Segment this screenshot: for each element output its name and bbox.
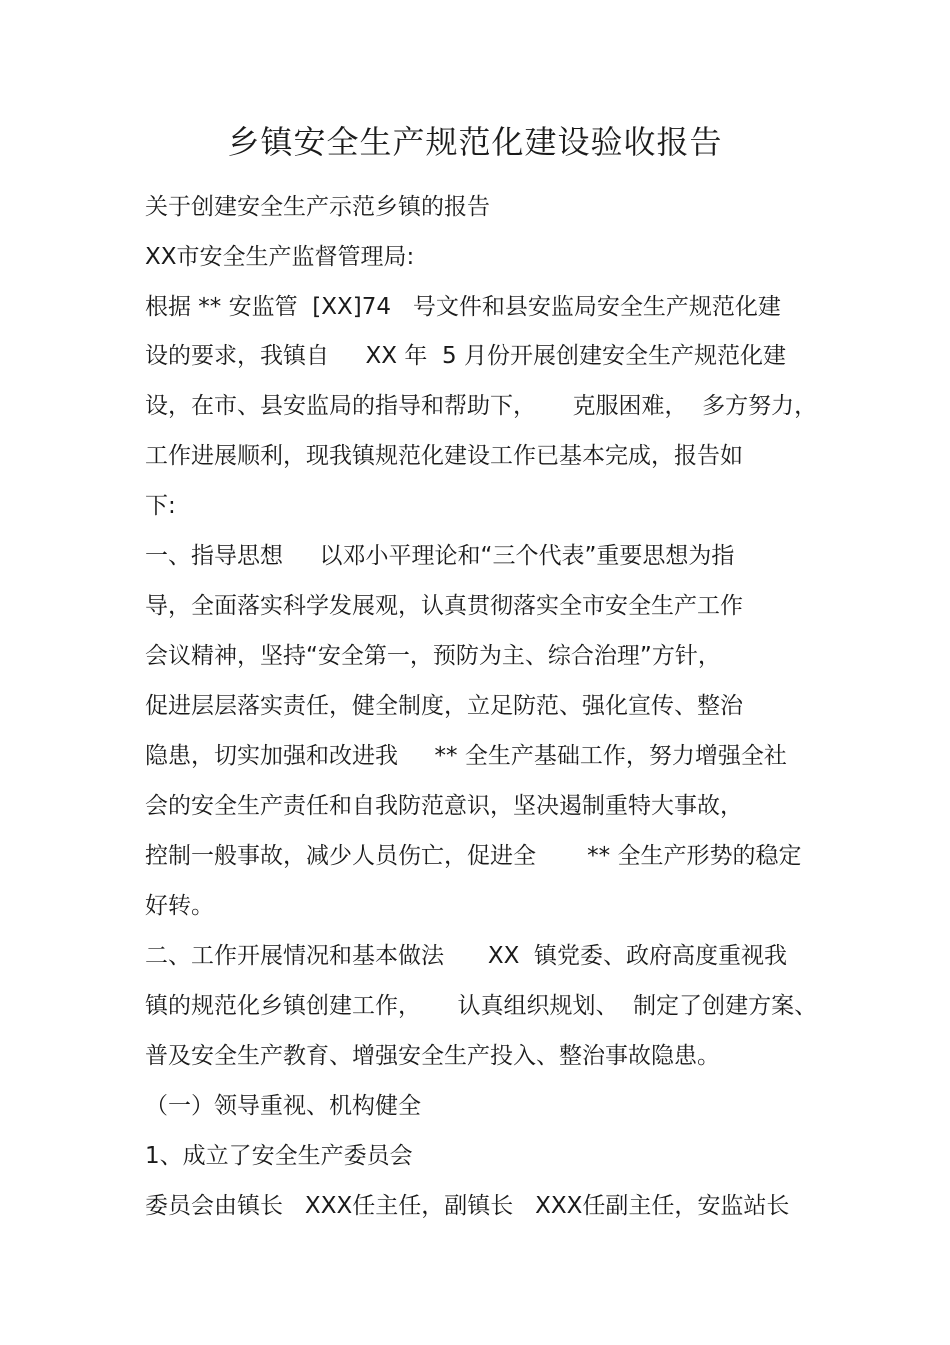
body-line: 委员会由镇长 XXX任主任，副镇长 XXX任副主任，安监站长 [145, 1193, 790, 1219]
addressee-line: XX市安全生产监督管理局: [145, 244, 415, 270]
body-line: 根据 ** 安监管 [XX]74 号文件和县安监局安全生产规范化建 [145, 294, 781, 320]
body-line: 普及安全生产教育、增强安全生产投入、整治事故隐患。 [145, 1043, 720, 1069]
body-line: 促进层层落实责任，健全制度，立足防范、强化宣传、整治 [145, 693, 743, 719]
body-line: 会的安全生产责任和自我防范意识，坚决遏制重特大事故， [145, 793, 743, 819]
body-line: 设的要求，我镇自 XX 年 5 月份开展创建安全生产规范化建 [145, 343, 786, 369]
item-heading-line: 1、成立了安全生产委员会 [145, 1143, 413, 1169]
section-heading-line: 一、指导思想 以邓小平理论和“三个代表”重要思想为指 [145, 543, 735, 569]
document-title: 乡镇安全生产规范化建设验收报告 [227, 123, 723, 161]
body-line: 工作进展顺利，现我镇规范化建设工作已基本完成，报告如 [145, 443, 743, 469]
body-line: 镇的规范化乡镇创建工作， 认真组织规划、 制定了创建方案、 [145, 993, 818, 1019]
subtitle-line: 关于创建安全生产示范乡镇的报告 [145, 194, 490, 220]
body-line: 好转。 [145, 893, 214, 919]
section-heading-line: 二、工作开展情况和基本做法 XX 镇党委、政府高度重视我 [145, 943, 788, 969]
body-line: 控制一般事故，减少人员伤亡，促进全 ** 全生产形势的稳定 [145, 843, 802, 869]
body-line: 导，全面落实科学发展观，认真贯彻落实全市安全生产工作 [145, 593, 743, 619]
body-line: 下: [145, 493, 176, 519]
body-line: 设，在市、县安监局的指导和帮助下， 克服困难， 多方努力， [145, 393, 818, 419]
subsection-heading-line: （一）领导重视、机构健全 [145, 1093, 421, 1119]
body-line: 隐患，切实加强和改进我 ** 全生产基础工作，努力增强全社 [145, 743, 787, 769]
body-line: 会议精神，坚持“安全第一，预防为主、综合治理”方针， [145, 643, 721, 669]
